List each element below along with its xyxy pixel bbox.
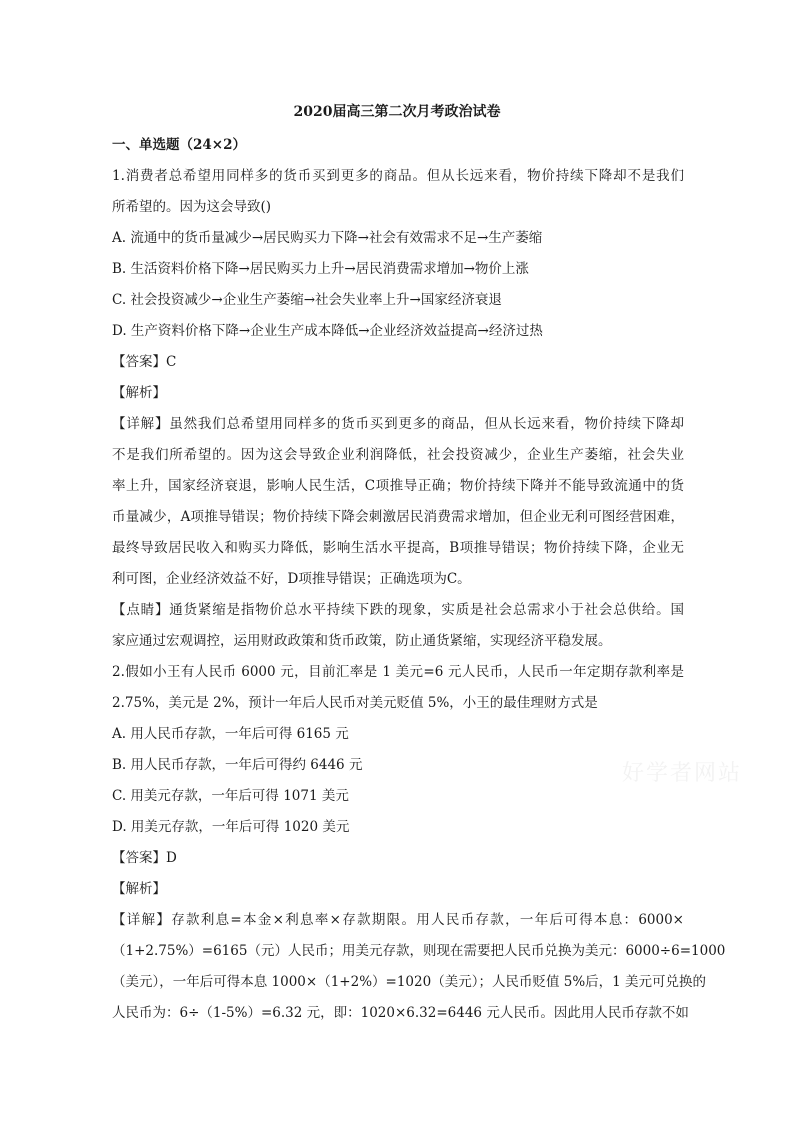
question-1-detail-line: 利可图，企业经济效益不好，D项推导错误；正确选项为C。 [112,571,471,587]
question-2-option-a: A. 用人民币存款，一年后可得 6165 元 [112,726,349,742]
question-1-stem-line: 1.消费者总希望用同样多的货币买到更多的商品。但从长远来看，物价持续下降却不是我们 [112,168,684,184]
question-2-stem-line: 2.假如小王有人民币 6000 元，目前汇率是 1 美元=6 元人民币，人民币一年定期存款利率是 [112,664,684,680]
question-2-option-b: B. 用人民币存款，一年后可得约 6446 元 [112,757,363,773]
question-2-detail-line: （美元），一年后可得本息 1000×（1+2%）=1020（美元）；人民币贬值 5%后，1 美元可兑换的 [112,974,707,990]
question-2-detail-line: 【详解】存款利息=本金×利息率×存款期限。用人民币存款，一年后可得本息：6000× [112,912,684,928]
question-2-stem-line: 2.75%，美元是 2%，预计一年后人民币对美元贬值 5%，小王的最佳理财方式是 [112,695,598,711]
question-1-stem-line: 所希望的。因为这会导致() [112,199,272,215]
question-1-detail-line: 最终导致居民收入和购买力降低，影响生活水平提高，B项推导错误；物价持续下降，企业无 [112,540,684,556]
question-1-detail-line: 币量减少，A项推导错误；物价持续下降会刺激居民消费需求增加，但企业无利可图经营困难， [112,509,684,525]
question-1-comment-line: 【点睛】通货紧缩是指物价总水平持续下跌的现象，实质是社会总需求小于社会总供给。国 [112,602,684,618]
section-heading: 一、单选题（24×2） [112,137,246,153]
question-1-option-a: A. 流通中的货币量减少→居民购买力下降→社会有效需求不足→生产萎缩 [112,230,543,246]
question-1-detail-line: 【详解】虽然我们总希望用同样多的货币买到更多的商品，但从长远来看，物价持续下降却 [112,416,684,432]
question-1-option-d: D. 生产资料价格下降→企业生产成本降低→企业经济效益提高→经济过热 [112,323,543,339]
question-1-detail-line: 不是我们所希望的。因为这会导致企业利润降低，社会投资减少，企业生产萎缩，社会失业 [112,447,684,463]
question-2-detail-line: （1+2.75%）=6165（元）人民币；用美元存款，则现在需要把人民币兑换为美元：6000÷6=1000 [112,943,726,959]
watermark: 好学者网站 [622,761,743,786]
question-2-analysis-label: 【解析】 [112,881,166,897]
question-2-option-c: C. 用美元存款，一年后可得 1071 美元 [112,788,349,804]
question-1-option-c: C. 社会投资减少→企业生产萎缩→社会失业率上升→国家经济衰退 [112,292,502,308]
question-1-detail-line: 率上升，国家经济衰退，影响人民生活，C项推导正确；物价持续下降并不能导致流通中的货 [112,478,684,494]
question-1-answer: 【答案】C [112,354,177,370]
question-1-comment-line: 家应通过宏观调控，运用财政政策和货币政策，防止通货紧缩，实现经济平稳发展。 [112,633,612,649]
document-body [112,130,726,1029]
question-2-option-d: D. 用美元存款，一年后可得 1020 美元 [112,819,350,835]
page-title: 2020届高三第二次月考政治试卷 [293,104,501,120]
question-1-option-b: B. 生活资料价格下降→居民购买力上升→居民消费需求增加→物价上涨 [112,261,529,277]
question-2-answer: 【答案】D [112,850,177,866]
question-1-analysis-label: 【解析】 [112,385,166,401]
question-2-detail-line: 人民币为：6÷（1-5%）=6.32 元，即：1020×6.32=6446 元人民币。因此用人民币存款不如 [112,1005,689,1021]
